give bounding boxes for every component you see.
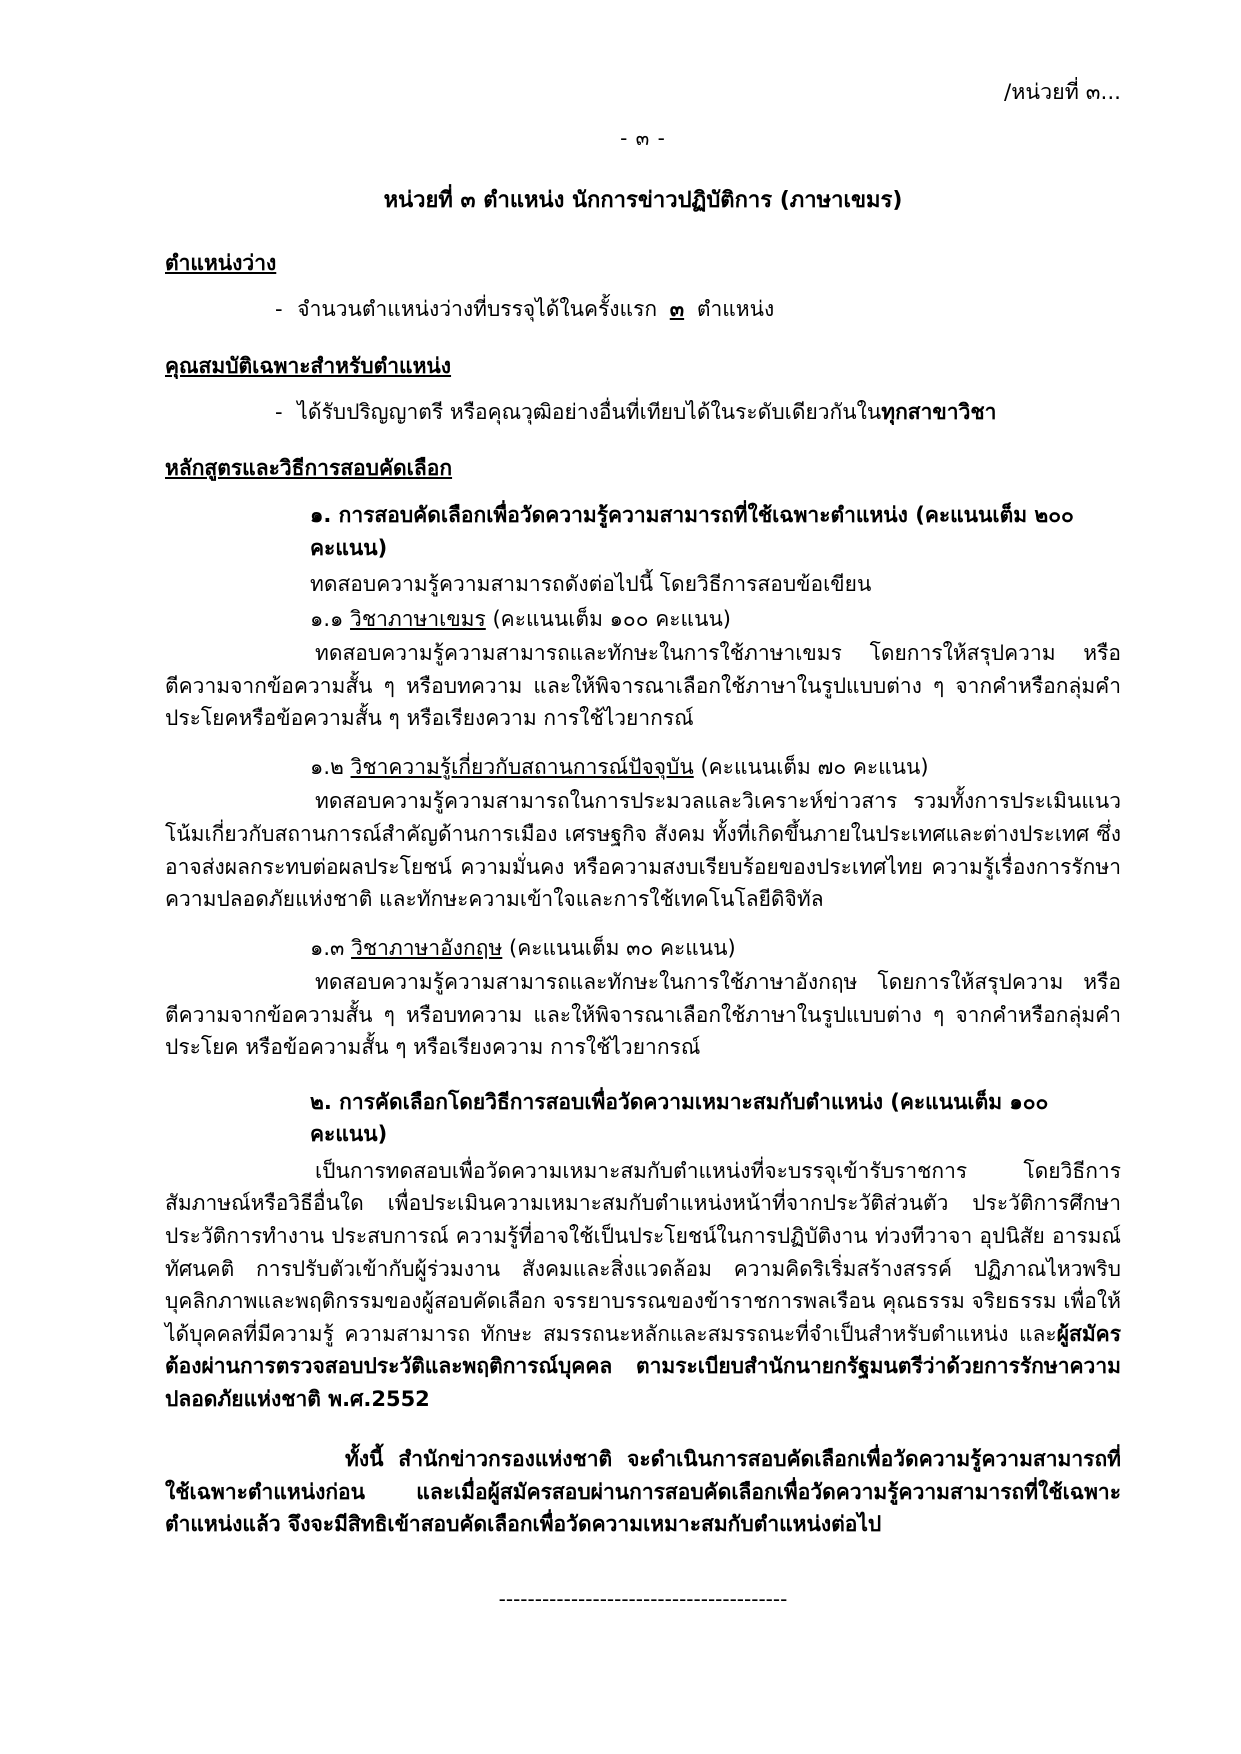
sub2-score: (คะแนนเต็ม ๗๐ คะแนน) <box>700 754 929 779</box>
sub3-score: (คะแนนเต็ม ๓๐ คะแนน) <box>509 935 736 960</box>
sub3-subject: วิชาภาษาอังกฤษ <box>351 935 503 960</box>
item1-sub3-body: ทดสอบความรู้ความสามารถและทักษะในการใช้ภาษาอังกฤษ โดยการให้สรุปความ หรือตีความจากข้อความสั้น ๆ หรือบทความ และให้พิจารณาเลือกใช้ภาษาในรูปแบบต่าง ๆ จากคำหรือกลุ่มคำ ประโยค หรือข้อความสั้น ๆ หรือเรียงความ การใช้ไวยากรณ์ <box>165 970 1121 1060</box>
sub3-number: ๑.๓ <box>310 935 345 960</box>
sub1-subject: วิชาภาษาเขมร <box>350 606 486 631</box>
item1-sub3-heading <box>165 932 1121 965</box>
item1-sub2-heading <box>165 751 1121 784</box>
dash-marker: - <box>275 297 283 322</box>
qualification-emphasis: ทุกสาขาวิชา <box>881 399 997 424</box>
qualification-text: ได้รับปริญญาตรี หรือคุณวุฒิอย่างอื่นที่เทียบได้ในระดับเดียวกันใน <box>297 399 882 424</box>
sub1-number: ๑.๑ <box>310 606 344 631</box>
qualification-line <box>165 397 1121 429</box>
item1-heading: ๑. การสอบคัดเลือกเพื่อวัดความรู้ความสามารถที่ใช้เฉพาะตำแหน่ง (คะแนนเต็ม ๒๐๐ คะแนน) <box>310 503 1074 560</box>
item1-sub2-body: ทดสอบความรู้ความสามารถในการประมวลและวิเคราะห์ข่าวสาร รวมทั้งการประเมินแนวโน้มเกี่ยวกับสถานการณ์สำคัญด้านการเมือง เศรษฐกิจ สังคม ทั้งที่เกิดขึ้นภายในประเทศและต่างประเทศ ซึ่งอาจส่งผลกระทบต่อผลประโยชน์ ความมั่นคง หรือความสงบเรียบร้อยของประเทศไทย ความรู้เรื่องการรักษาความปลอดภัยแห่งชาติ และทักษะความเข้าใจและการใช้เทคโนโลยีดิจิทัล <box>165 789 1121 912</box>
dash-marker: - <box>275 399 283 424</box>
section-heading-curriculum: หลักสูตรและวิธีการสอบคัดเลือก <box>165 456 453 481</box>
page-number: - ๓ - <box>620 126 666 151</box>
item1-sub1-heading <box>165 603 1121 636</box>
header-note: /หน่วยที่ ๓... <box>1004 80 1121 105</box>
vacancy-line <box>165 294 1121 326</box>
sub1-score: (คะแนนเต็ม ๑๐๐ คะแนน) <box>492 606 731 631</box>
item1-sub1-body: ทดสอบความรู้ความสามารถและทักษะในการใช้ภาษาเขมร โดยการให้สรุปความ หรือตีความจากข้อความสั้น ๆ หรือบทความ และให้พิจารณาเลือกใช้ภาษาในรูปแบบต่าง ๆ จากคำหรือกลุ่มคำ ประโยคหรือข้อความสั้น ๆ หรือเรียงความ การใช้ไวยากรณ์ <box>165 641 1121 731</box>
item2-body-bold: ผู้สมัครต้องผ่านการตรวจสอบประวัติและพฤติการณ์บุคคล ตามระเบียบสำนักนายกรัฐมนตรีว่าด้วยการรักษาความปลอดภัยแห่งชาติ พ.ศ.2552 <box>165 1321 1121 1411</box>
item2-body-normal: เป็นการทดสอบเพื่อวัดความเหมาะสมกับตำแหน่งที่จะบรรจุเข้ารับราชการ โดยวิธีการสัมภาษณ์หรือวิธีอื่นใด เพื่อประเมินความเหมาะสมกับตำแหน่งหน้าที่จากประวัติส่วนตัว ประวัติการศึกษา ประวัติการทำงาน ประสบการณ์ ความรู้ที่อาจใช้เป็นประโยชน์ในการปฏิบัติงาน ท่วงทีวาจา อุปนิสัย อารมณ์ ทัศนคติ การปรับตัวเข้ากับผู้ร่วมงาน สังคมและสิ่งแวดล้อม ความคิดริเริ่มสร้างสรรค์ ปฏิภาณไหวพริบ บุคลิกภาพและพฤติกรรมของผู้สอบคัดเลือก จรรยาบรรณของข้าราชการพลเรือน คุณธรรม จริยธรรม เพื่อให้ได้บุคคลที่มีความรู้ ความสามารถ ทักษะ สมรรถนะหลักและสมรรถนะที่จำเป็นสำหรับตำแหน่ง และ <box>165 1158 1122 1346</box>
vacancy-count: ๓ <box>669 297 685 322</box>
item2-body <box>165 1155 1121 1415</box>
vacancy-text-before: จำนวนตำแหน่งว่างที่บรรจุได้ในครั้งแรก <box>297 297 658 322</box>
closing-paragraph: ทั้งนี้ สำนักข่าวกรองแห่งชาติ จะดำเนินการสอบคัดเลือกเพื่อวัดความรู้ความสามารถที่ใช้เฉพาะตำแหน่งก่อน และเมื่อผู้สมัครสอบผ่านการสอบคัดเลือกเพื่อวัดความรู้ความสามารถที่ใช้เฉพาะตำแหน่งแล้ว จึงจะมีสิทธิเข้าสอบคัดเลือกเพื่อวัดความเหมาะสมกับตำแหน่งต่อไป <box>165 1447 1121 1537</box>
footer-divider: ---------------------------------------- <box>498 1586 788 1611</box>
vacancy-text-after: ตำแหน่ง <box>696 297 775 322</box>
section-heading-vacancy: ตำแหน่งว่าง <box>165 251 277 276</box>
item1-intro: ทดสอบความรู้ความสามารถดังต่อไปนี้ โดยวิธีการสอบข้อเขียน <box>310 572 872 597</box>
section-heading-qualification: คุณสมบัติเฉพาะสำหรับตำแหน่ง <box>165 353 452 378</box>
page-title: หน่วยที่ ๓ ตำแหน่ง นักการข่าวปฏิบัติการ (ภาษาเขมร) <box>383 188 903 214</box>
sub2-subject: วิชาความรู้เกี่ยวกับสถานการณ์ปัจจุบัน <box>350 754 694 779</box>
sub2-number: ๑.๒ <box>310 754 344 779</box>
item2-heading: ๒. การคัดเลือกโดยวิธีการสอบเพื่อวัดความเหมาะสมกับตำแหน่ง (คะแนนเต็ม ๑๐๐ คะแนน) <box>310 1089 1049 1147</box>
